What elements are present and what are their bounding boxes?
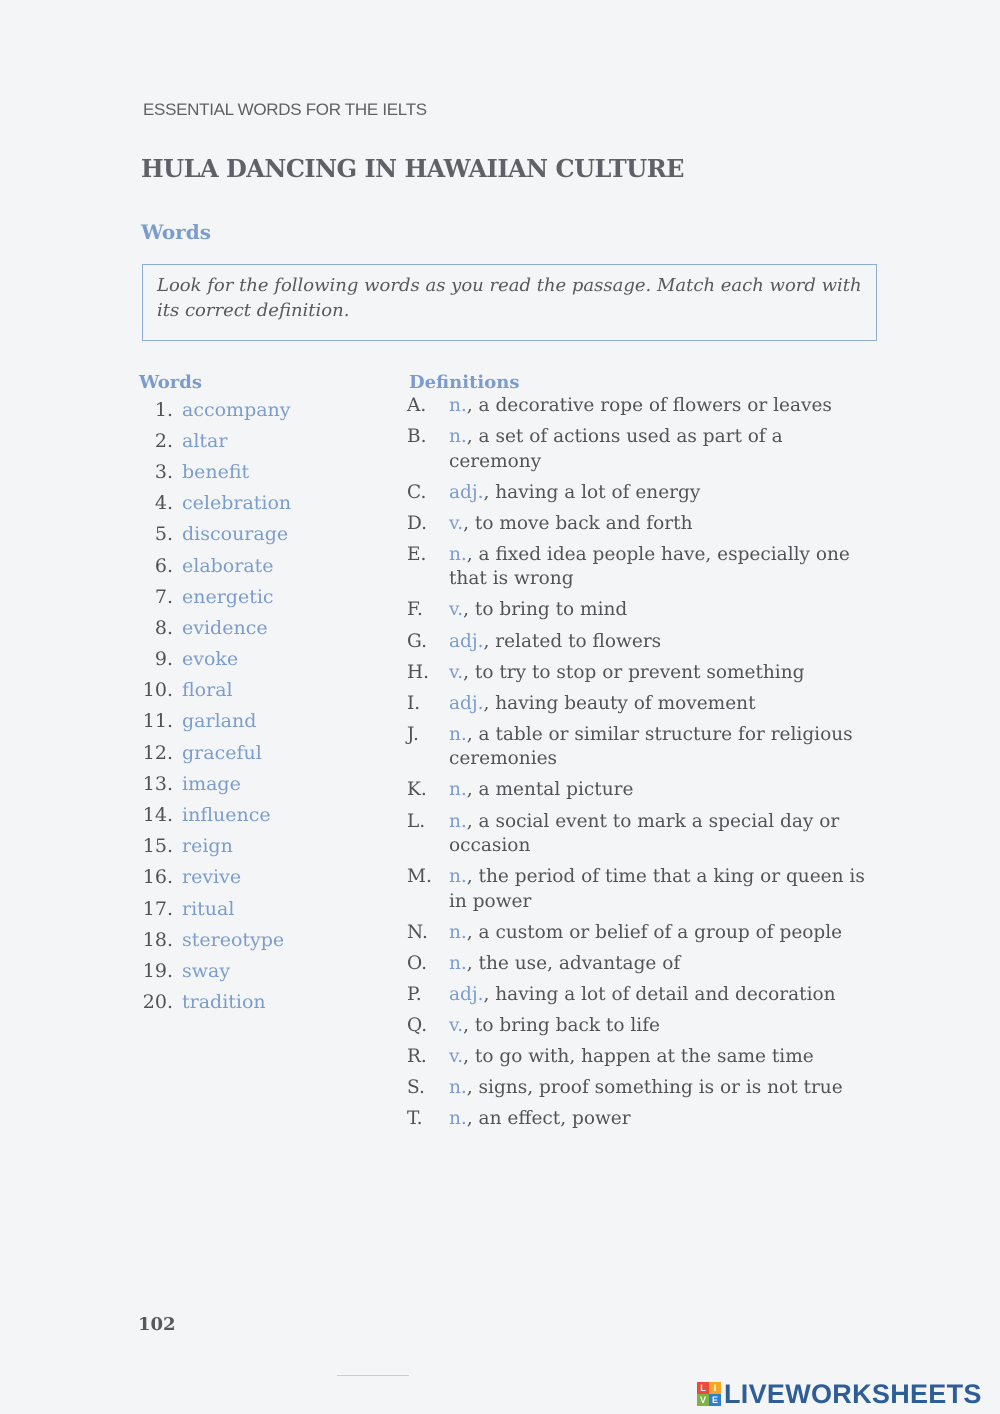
definition-item bbox=[407, 810, 877, 859]
definition-letter: E. bbox=[407, 543, 427, 565]
definition-body bbox=[449, 1107, 877, 1132]
vocabulary-word: image bbox=[182, 772, 241, 795]
word-number: 3. bbox=[154, 460, 173, 483]
definition-item bbox=[407, 1107, 877, 1132]
definition-text: , to try to stop or prevent something bbox=[463, 661, 805, 683]
definition-text: , a table or similar structure for religious ceremonies bbox=[449, 723, 853, 770]
word-number: 13. bbox=[142, 772, 173, 795]
word-item bbox=[135, 893, 375, 924]
definition-body bbox=[449, 921, 877, 946]
vocabulary-word: reign bbox=[182, 835, 233, 858]
book-header: ESSENTIAL WORDS FOR THE IELTS bbox=[143, 100, 427, 119]
word-item bbox=[135, 394, 375, 425]
word-item bbox=[135, 644, 375, 675]
part-of-speech: n. bbox=[449, 1108, 467, 1130]
word-item bbox=[135, 737, 375, 768]
definition-body bbox=[449, 778, 877, 803]
definition-item bbox=[407, 952, 877, 977]
word-item bbox=[135, 675, 375, 706]
definition-body bbox=[449, 661, 877, 686]
definition-body bbox=[449, 1014, 877, 1039]
definition-letter: J. bbox=[407, 723, 419, 745]
vocabulary-word: sway bbox=[182, 959, 231, 982]
word-number: 11. bbox=[142, 710, 173, 733]
word-number: 5. bbox=[154, 523, 173, 546]
definition-text: , a decorative rope of flowers or leaves bbox=[466, 395, 832, 416]
definition-item bbox=[407, 481, 877, 506]
word-number: 1. bbox=[154, 398, 173, 421]
part-of-speech: adj. bbox=[449, 630, 484, 652]
definition-body bbox=[449, 810, 877, 859]
definition-item bbox=[407, 598, 877, 623]
definition-body bbox=[449, 1076, 877, 1101]
logo-tile: E bbox=[709, 1394, 721, 1406]
definition-letter: S. bbox=[407, 1077, 425, 1099]
section-heading: Words bbox=[141, 220, 211, 244]
definition-letter: A. bbox=[407, 395, 427, 416]
definition-letter: L. bbox=[407, 810, 426, 832]
page-title: HULA DANCING IN HAWAIIAN CULTURE bbox=[141, 154, 684, 183]
definition-item bbox=[407, 1045, 877, 1070]
instructions-text: Look for the following words as you read the passage. Match each word with its correct definition. bbox=[157, 275, 862, 321]
definition-body bbox=[449, 692, 877, 717]
definition-item bbox=[407, 661, 877, 686]
vocabulary-word: ritual bbox=[182, 897, 235, 920]
definition-letter: P. bbox=[407, 983, 422, 1005]
part-of-speech: n. bbox=[449, 723, 467, 745]
definition-body bbox=[449, 425, 877, 474]
definition-body bbox=[449, 952, 877, 977]
part-of-speech: n. bbox=[449, 779, 467, 801]
definition-text: , a social event to mark a special day or occasion bbox=[449, 810, 840, 857]
definition-item bbox=[407, 1076, 877, 1101]
vocabulary-word: influence bbox=[182, 804, 271, 827]
part-of-speech: adj. bbox=[449, 481, 484, 503]
definition-letter: M. bbox=[407, 866, 432, 888]
definition-item bbox=[407, 1014, 877, 1039]
word-item bbox=[135, 488, 375, 519]
definition-item bbox=[407, 394, 877, 419]
part-of-speech: n. bbox=[449, 426, 467, 448]
instructions-box bbox=[142, 264, 877, 341]
word-item bbox=[135, 831, 375, 862]
part-of-speech: v. bbox=[449, 1015, 464, 1036]
divider bbox=[337, 1375, 409, 1376]
word-item bbox=[135, 955, 375, 986]
definition-body bbox=[449, 723, 877, 772]
definition-text: , the use, advantage of bbox=[466, 952, 681, 974]
vocabulary-word: stereotype bbox=[182, 928, 285, 951]
logo-tile: L bbox=[697, 1382, 709, 1394]
definition-text: , to bring to mind bbox=[463, 599, 628, 621]
word-number: 17. bbox=[142, 897, 173, 920]
word-number: 6. bbox=[154, 554, 173, 577]
definition-body bbox=[449, 543, 877, 592]
words-column-heading: Words bbox=[139, 372, 202, 393]
word-item bbox=[135, 862, 375, 893]
vocabulary-word: energetic bbox=[182, 585, 274, 608]
definition-text: , having beauty of movement bbox=[483, 692, 756, 714]
definition-text: , a custom or belief of a group of people bbox=[466, 921, 843, 943]
part-of-speech: n. bbox=[449, 866, 467, 888]
definition-text: , having a lot of energy bbox=[483, 481, 701, 503]
definition-item bbox=[407, 865, 877, 914]
word-list bbox=[135, 394, 375, 1018]
word-item bbox=[135, 612, 375, 643]
vocabulary-word: discourage bbox=[182, 523, 289, 546]
definition-item bbox=[407, 723, 877, 772]
vocabulary-word: evidence bbox=[182, 616, 268, 639]
part-of-speech: n. bbox=[449, 1077, 467, 1099]
word-item bbox=[135, 924, 375, 955]
vocabulary-word: tradition bbox=[182, 991, 266, 1014]
definition-letter: R. bbox=[407, 1046, 427, 1068]
word-number: 18. bbox=[142, 928, 173, 951]
definition-item bbox=[407, 512, 877, 537]
vocabulary-word: floral bbox=[182, 679, 233, 702]
definition-text: , to move back and forth bbox=[463, 512, 693, 534]
definition-letter: I. bbox=[407, 692, 421, 714]
definition-letter: G. bbox=[407, 630, 427, 652]
definition-letter: O. bbox=[407, 952, 427, 974]
word-number: 14. bbox=[142, 804, 173, 827]
part-of-speech: v. bbox=[449, 1046, 464, 1068]
word-number: 12. bbox=[142, 741, 173, 764]
word-item bbox=[135, 425, 375, 456]
word-item bbox=[135, 987, 375, 1018]
definition-item bbox=[407, 983, 877, 1008]
definition-body bbox=[449, 512, 877, 537]
definition-text: , a fixed idea people have, especially one that is wrong bbox=[449, 543, 850, 590]
word-item bbox=[135, 581, 375, 612]
definition-letter: Q. bbox=[407, 1015, 428, 1036]
definition-text: , the period of time that a king or queen is in power bbox=[449, 866, 865, 912]
vocabulary-word: evoke bbox=[182, 648, 239, 671]
definition-body bbox=[449, 598, 877, 623]
vocabulary-word: benefit bbox=[182, 460, 250, 483]
definition-item bbox=[407, 778, 877, 803]
definition-body bbox=[449, 481, 877, 506]
vocabulary-word: elaborate bbox=[182, 554, 274, 577]
word-number: 2. bbox=[154, 429, 173, 452]
definition-item bbox=[407, 630, 877, 655]
word-number: 8. bbox=[154, 616, 173, 639]
part-of-speech: n. bbox=[449, 810, 467, 832]
part-of-speech: n. bbox=[449, 395, 467, 416]
definition-item bbox=[407, 692, 877, 717]
logo-tile: I bbox=[709, 1382, 721, 1394]
word-number: 9. bbox=[154, 648, 173, 671]
definitions-column-heading: Definitions bbox=[409, 372, 520, 393]
definition-item bbox=[407, 543, 877, 592]
definition-letter: N. bbox=[407, 921, 428, 943]
part-of-speech: n. bbox=[449, 921, 467, 943]
vocabulary-word: celebration bbox=[182, 492, 292, 515]
vocabulary-word: accompany bbox=[182, 398, 291, 421]
vocabulary-word: graceful bbox=[182, 741, 262, 764]
definition-text: , a mental picture bbox=[466, 779, 634, 801]
definition-text: , having a lot of detail and decoration bbox=[483, 983, 836, 1005]
definition-body bbox=[449, 394, 877, 419]
part-of-speech: v. bbox=[449, 599, 464, 621]
definition-text: , an effect, power bbox=[466, 1108, 631, 1130]
definition-text: , to go with, happen at the same time bbox=[463, 1046, 814, 1068]
definition-list bbox=[407, 394, 877, 1138]
part-of-speech: n. bbox=[449, 543, 467, 565]
word-item bbox=[135, 456, 375, 487]
word-number: 20. bbox=[142, 991, 173, 1014]
liveworksheets-logo-icon bbox=[697, 1382, 721, 1406]
definition-item bbox=[407, 425, 877, 474]
word-item bbox=[135, 706, 375, 737]
definition-letter: D. bbox=[407, 512, 428, 534]
definition-body bbox=[449, 1045, 877, 1070]
word-number: 16. bbox=[142, 866, 173, 889]
definition-letter: T. bbox=[407, 1108, 423, 1130]
brand-name: LIVEWORKSHEETS bbox=[724, 1378, 982, 1409]
definition-text: , a set of actions used as part of a ceremony bbox=[449, 426, 783, 472]
word-number: 4. bbox=[154, 492, 173, 515]
word-number: 15. bbox=[142, 835, 173, 858]
definition-letter: H. bbox=[407, 661, 430, 683]
word-item bbox=[135, 768, 375, 799]
part-of-speech: adj. bbox=[449, 983, 484, 1005]
word-item bbox=[135, 799, 375, 830]
definition-text: , to bring back to life bbox=[463, 1015, 661, 1036]
vocabulary-word: garland bbox=[182, 710, 257, 733]
part-of-speech: v. bbox=[449, 661, 464, 683]
part-of-speech: adj. bbox=[449, 692, 484, 714]
definition-text: , related to flowers bbox=[483, 630, 662, 652]
part-of-speech: n. bbox=[449, 952, 467, 974]
vocabulary-word: revive bbox=[182, 866, 242, 889]
word-number: 7. bbox=[154, 585, 173, 608]
page-number: 102 bbox=[138, 1314, 176, 1335]
liveworksheets-brand[interactable] bbox=[697, 1378, 982, 1410]
definition-body bbox=[449, 983, 877, 1008]
definition-text: , signs, proof something is or is not true bbox=[466, 1077, 843, 1099]
definition-letter: K. bbox=[407, 779, 427, 801]
definition-body bbox=[449, 865, 877, 914]
word-item bbox=[135, 519, 375, 550]
definition-item bbox=[407, 921, 877, 946]
vocabulary-word: altar bbox=[182, 429, 228, 452]
definition-letter: F. bbox=[407, 599, 423, 621]
logo-tile: V bbox=[697, 1394, 709, 1406]
definition-letter: B. bbox=[407, 426, 427, 448]
word-number: 10. bbox=[142, 679, 173, 702]
word-item bbox=[135, 550, 375, 581]
definition-body bbox=[449, 630, 877, 655]
word-number: 19. bbox=[142, 959, 173, 982]
part-of-speech: v. bbox=[449, 512, 464, 534]
definition-letter: C. bbox=[407, 481, 427, 503]
